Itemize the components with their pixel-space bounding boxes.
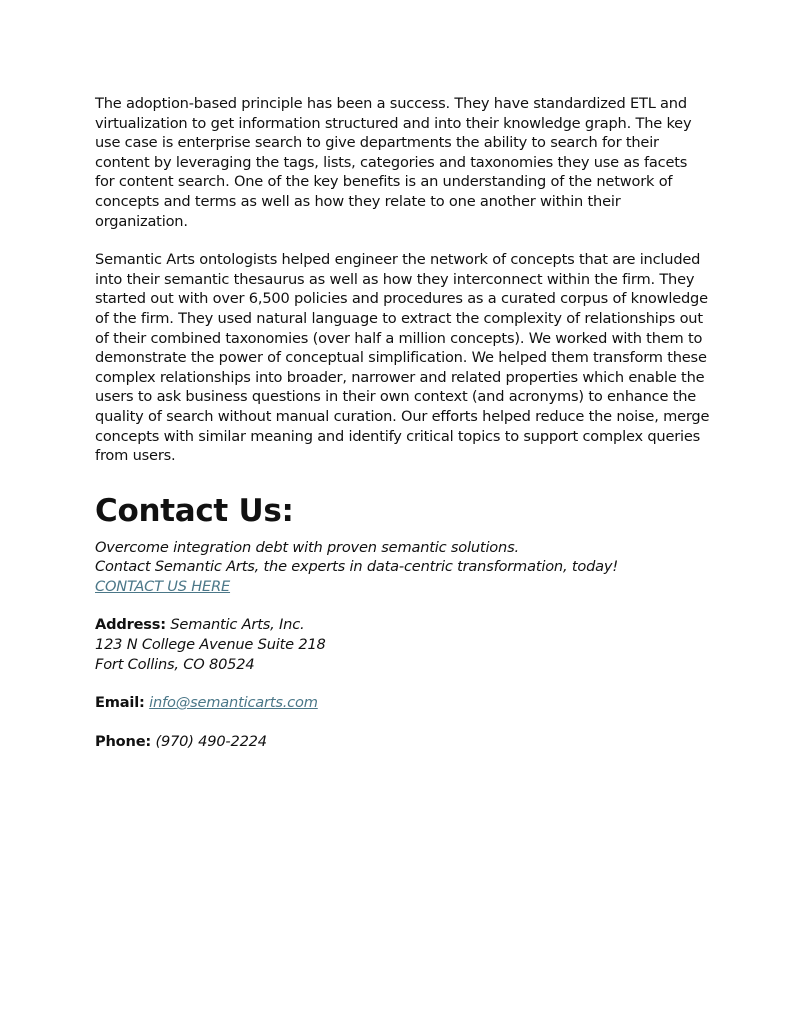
email-label: Email: — [95, 694, 145, 712]
phone-value: (970) 490-2224 — [155, 732, 267, 750]
contact-tagline-2: Contact Semantic Arts, the experts in data-centric transformation, today! — [95, 558, 618, 576]
phone-label: Phone: — [95, 732, 152, 750]
address-line-3: Fort Collins, CO 80524 — [95, 655, 255, 673]
contact-tagline-block — [95, 538, 710, 597]
body-paragraph-2: Semantic Arts ontologists helped engineer the network of concepts that are included into their semantic thesaurus as well as how they interconnect within the firm. They started out with over 6,500 policies and procedures as a curated corpus of knowledge of the firm. They used natural language to extract the complexity of relationships out of their combined taxonomies (over half a million concepts). We worked with them to demonstrate the power of conceptual simplification. We helped them transform these complex relationships into broader, narrower and related properties which enable the users to ask business questions in their own context (and acronyms) to enhance the quality of search without manual curation. Our efforts helped reduce the noise, merge concepts with similar meaning and identify critical topics to support complex queries from users. — [95, 251, 710, 465]
contact-heading: Contact Us: — [95, 492, 294, 529]
contact-us-link[interactable]: CONTACT US HERE — [95, 577, 231, 595]
email-link[interactable]: info@semanticarts.com — [149, 694, 318, 712]
contact-tagline-1: Overcome integration debt with proven semantic solutions. — [95, 538, 519, 556]
address-block — [95, 615, 710, 674]
phone-block — [95, 732, 710, 752]
document-page — [95, 94, 710, 770]
email-block — [95, 693, 710, 713]
body-paragraph-1: The adoption-based principle has been a success. They have standardized ETL and virtualization to get information structured and into their knowledge graph. The key use case is enterprise search to give departments the ability to search for their content by leveraging the tags, lists, categories and taxonomies they use as facets for content search. One of the key benefits is an understanding of the network of concepts and terms as well as how they relate to one another within their organization. — [95, 95, 692, 230]
address-line-2: 123 N College Avenue Suite 218 — [95, 636, 326, 654]
address-label: Address: — [95, 616, 166, 634]
address-line-1: Semantic Arts, Inc. — [170, 616, 305, 634]
